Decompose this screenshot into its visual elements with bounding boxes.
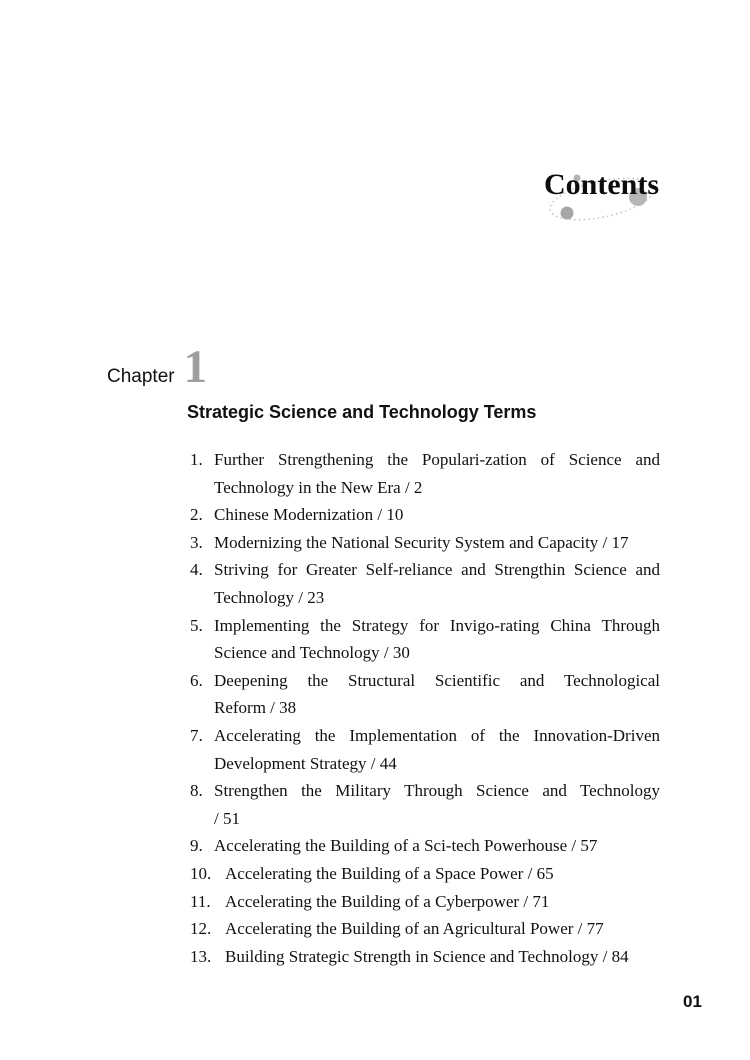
toc-item-text [225,915,660,943]
toc-item-number: 2. [190,505,203,525]
toc-item [190,777,660,832]
toc-item-number: 13. [190,946,212,966]
toc-item-number: 10. [190,863,212,883]
toc-item-line: Accelerating the Building of an Agricultural Power / 77 [225,919,604,939]
toc-item-number: 7. [190,725,203,745]
toc-item-number: 12. [190,919,212,939]
toc-item-text [214,612,660,667]
toc-item-line: Building Strategic Strength in Science and Technology / 84 [225,946,629,966]
toc-item [190,943,660,971]
toc-item-number: 1. [190,450,203,469]
toc-item [190,501,660,529]
page-number: 01 [683,992,702,1011]
toc-item-line: Accelerating the Implementation of the Innovation-Driven [214,725,660,745]
toc-item-line: Technology / 23 [214,587,325,607]
toc-item-text [225,888,660,916]
toc-item-text [214,667,660,722]
orbit-dot-medium-icon [561,207,574,220]
toc-item-text [214,722,660,777]
contents-heading: Contents [544,168,660,201]
toc-item-text [225,860,660,888]
toc-item-line: Accelerating the Building of a Space Power / 65 [225,863,554,883]
toc-item-line: Chinese Modernization / 10 [214,505,404,525]
toc-item-number: 11. [190,891,211,911]
toc-item [190,529,660,557]
toc-item-number: 4. [190,560,203,580]
toc-item-line: Science and Technology / 30 [214,643,410,663]
toc-item [190,832,660,860]
chapter-number: 1 [183,341,208,393]
toc-item-text [214,832,660,860]
toc-item-line: Deepening the Structural Scientific and Technological [214,670,660,690]
toc-item [190,612,660,667]
toc-list [190,446,660,970]
toc-item-line: Further Strengthening the Populari-zation of Science and [214,450,660,469]
toc-item-line: Modernizing the National Security System and Capacity / 17 [214,532,629,552]
toc-item-text [214,446,660,501]
toc-item-line: Technology in the New Era / 2 [214,477,423,497]
toc-item [190,446,660,501]
toc-item-number: 9. [190,836,203,856]
toc-item-number: 3. [190,532,203,552]
toc-item-line: Reform / 38 [214,698,297,718]
toc-item [190,888,660,916]
toc-item-number: 8. [190,781,203,801]
chapter-title: Strategic Science and Technology Terms [187,402,537,422]
toc-item-number: 5. [190,615,203,635]
toc-item-number: 6. [190,670,203,690]
chapter-label: Chapter [107,366,175,387]
toc-item [190,722,660,777]
toc-item [190,556,660,611]
toc-item-text [214,501,660,529]
toc-item-text [214,529,660,557]
toc-item [190,667,660,722]
chapter-heading [107,341,208,393]
toc-item-text [214,777,660,832]
toc-item [190,915,660,943]
toc-item-line: Accelerating the Building of a Cyberpower / 71 [225,891,550,911]
toc-item-text [225,943,660,971]
toc-item-line: Striving for Greater Self-reliance and Strengthin Science and [214,560,660,580]
toc-item-line: Accelerating the Building of a Sci-tech Powerhouse / 57 [214,836,598,856]
toc-item-text [214,556,660,611]
contents-title-block [520,150,705,240]
toc-item-line: Development Strategy / 44 [214,753,397,773]
toc-item-line: Implementing the Strategy for Invigo-rating China Through [214,615,660,635]
toc-item [190,860,660,888]
toc-item-line: / 51 [214,808,240,828]
toc-item-line: Strengthen the Military Through Science and Technology [214,781,660,801]
